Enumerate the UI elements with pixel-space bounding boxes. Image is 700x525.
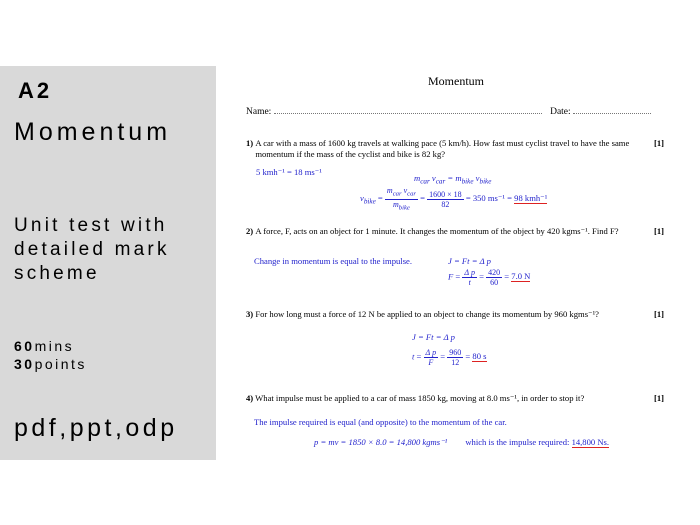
q1-answer-equality: $m_{car}$ $v_{car} = m_{bike}$ $v_{bike}$ — [414, 173, 492, 186]
question-1: 1) A car with a mass of 1600 kg travels at walking pace (5 km/h). How fast must cyclist travel to have the same momentum if the mass of the cyclist and bike is 82 kg? [1] — [246, 138, 664, 159]
q4-answer-working: p = mv = 1850 × 8.0 = 14,800 kgms⁻¹ which is the impulse required: 14,800 Ns. — [314, 437, 610, 447]
q3-final-answer: 80 s — [472, 351, 487, 362]
q2-answer-note: Change in momentum is equal to the impulse. — [254, 256, 413, 266]
duration: 60mins — [14, 338, 75, 354]
question-3: 3) For how long must a force of 12 N be applied to an object to change its momentum by 960 kgms⁻¹? [1] — [246, 309, 664, 319]
q1-final-answer: 98 kmh⁻¹ — [514, 193, 548, 204]
q2-answer-working: F = $\frac{\text{Δ p}}{t}$ = $\frac{420}{60}$ = 7.0 N — [448, 268, 531, 287]
marks-label: [1] — [653, 393, 664, 403]
test-description: Unit test with detailed mark scheme — [14, 215, 170, 284]
topic-title: Momentum — [14, 118, 172, 146]
q2-answer-eq: J = Ft = Δ p — [448, 256, 491, 266]
points: 30points — [14, 356, 87, 372]
marks-label: [1] — [653, 226, 664, 236]
worksheet-title: Momentum — [428, 74, 484, 88]
name-date-line — [246, 105, 664, 117]
q4-answer-note: The impulse required is equal (and opposite) to the momentum of the car. — [254, 417, 507, 427]
name-blank — [274, 105, 542, 114]
date-blank — [573, 105, 651, 114]
q3-answer-eq: J = Ft = Δ p — [412, 332, 455, 342]
q1-answer-working: $v_{bike}$ = $\frac{m_{car} v_{car}}{m_{bike}}$ = $\frac{1600 \times 18}{82}$ = 350 ms⁻¹ = 98 kmh⁻¹ — [360, 186, 548, 212]
marks-label: [1] — [653, 309, 664, 319]
worksheet-preview — [236, 66, 676, 456]
question-4: 4) What impulse must be applied to a car of mass 1850 kg, moving at 8.0 ms⁻¹, in order to stop it? [1] — [246, 393, 664, 403]
level-label: A2 — [18, 78, 53, 103]
cover-panel — [0, 66, 216, 460]
q1-answer-conversion: 5 kmh⁻¹ = 18 ms⁻¹ — [256, 167, 322, 177]
q3-answer-working: t = $\frac{\text{Δ p}}{F}$ = $\frac{960}{12}$ = 80 s — [412, 348, 487, 367]
date-label: Date: — [550, 107, 571, 117]
question-2: 2) A force, F, acts on an object for 1 minute. It changes the momentum of the object by 420 kgms⁻¹. Find F? [1] — [246, 226, 664, 236]
file-formats: pdf,ppt,odp — [14, 414, 178, 442]
q2-final-answer: 7.0 N — [511, 271, 531, 282]
name-label: Name: — [246, 107, 272, 117]
q4-final-answer: 14,800 Ns. — [571, 437, 610, 447]
marks-label: [1] — [653, 138, 664, 148]
